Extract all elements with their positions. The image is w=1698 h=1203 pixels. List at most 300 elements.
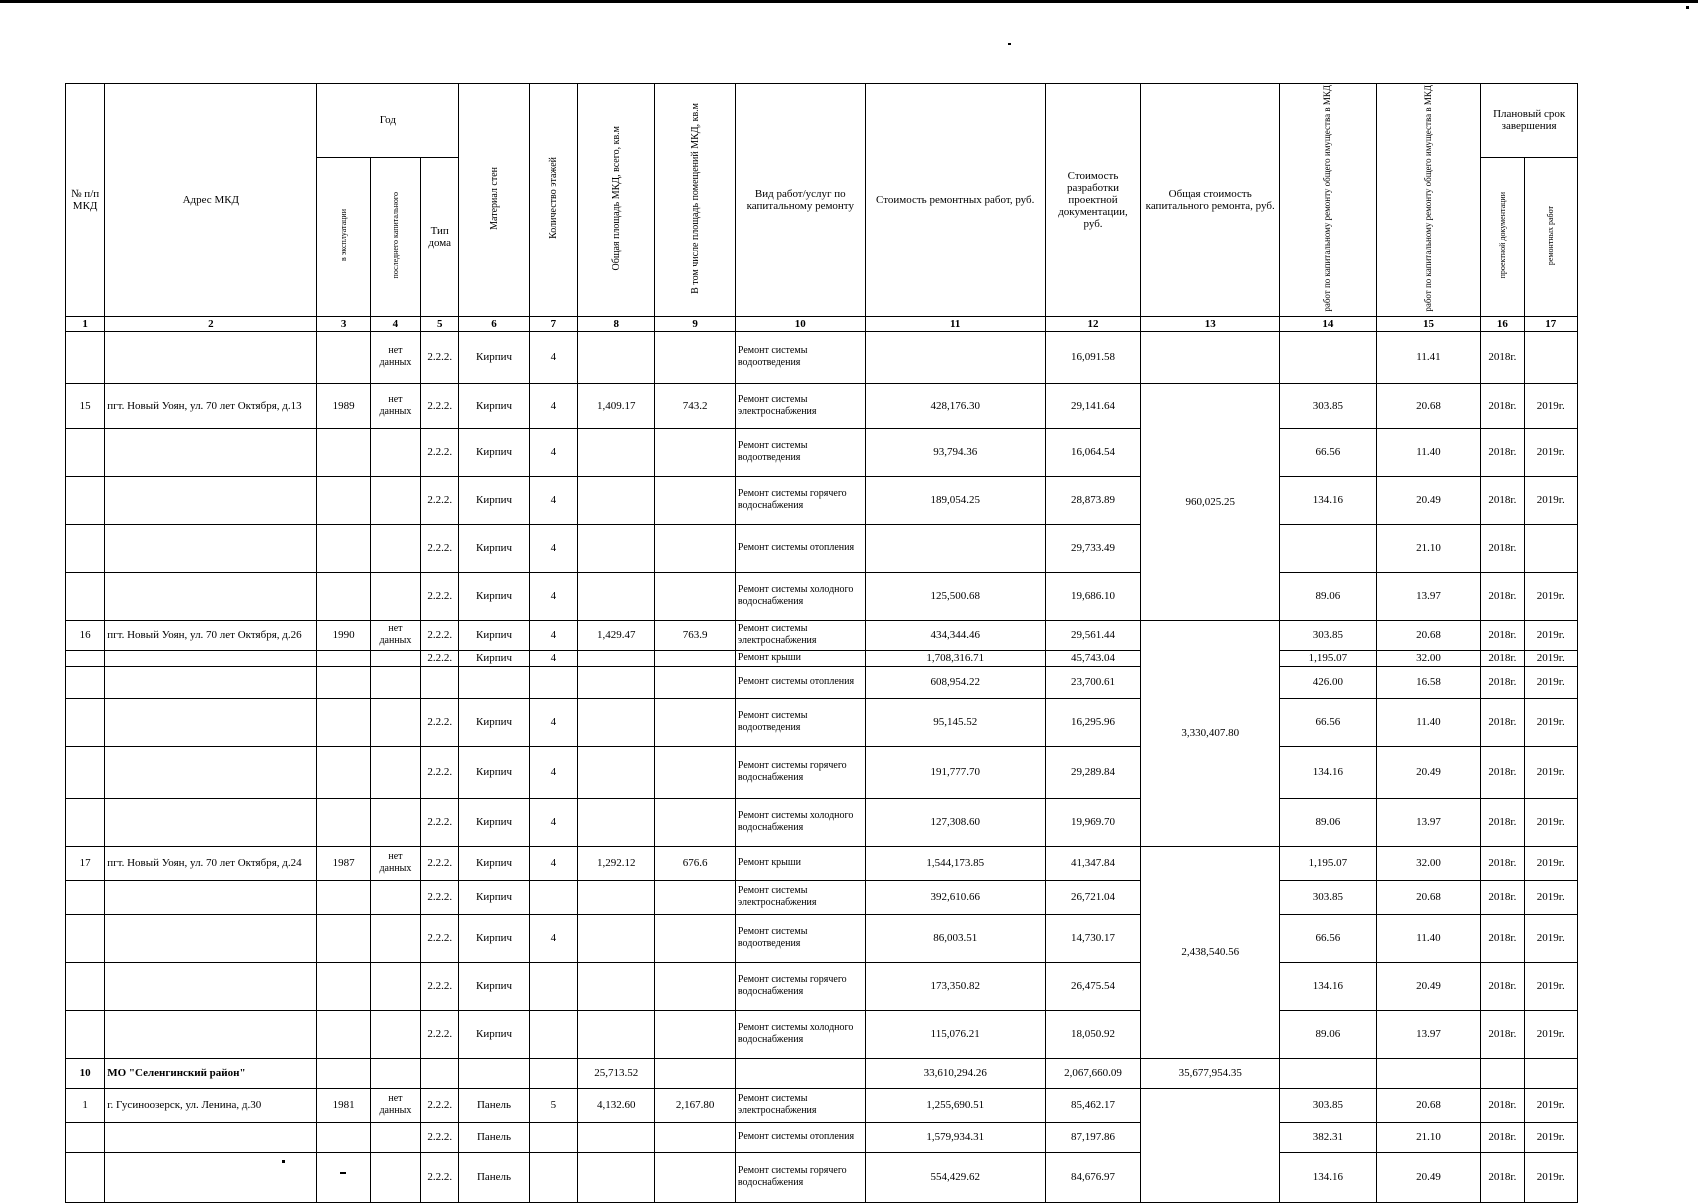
deadline-repair bbox=[1524, 524, 1577, 572]
unit-cost-14: 89.06 bbox=[1280, 1010, 1377, 1058]
total-area bbox=[577, 428, 654, 476]
header-deadline-design bbox=[1481, 157, 1524, 316]
deadline-design: 2018г. bbox=[1481, 880, 1524, 914]
column-number: 8 bbox=[577, 316, 654, 331]
column-number: 14 bbox=[1280, 316, 1377, 331]
unit-cost-14 bbox=[1280, 331, 1377, 383]
total-area bbox=[577, 572, 654, 620]
premises-area bbox=[655, 476, 735, 524]
row-number: 10 bbox=[66, 1058, 105, 1088]
address bbox=[105, 524, 317, 572]
house-type: 2.2.2. bbox=[421, 698, 459, 746]
deadline-repair: 2019г. bbox=[1524, 620, 1577, 650]
header-address: Адрес МКД bbox=[105, 84, 317, 317]
header-year-last-repair-label: последнего капитального bbox=[390, 192, 400, 279]
row-number bbox=[66, 698, 105, 746]
premises-area bbox=[655, 962, 735, 1010]
total-area bbox=[577, 1010, 654, 1058]
address: МО "Селенгинский район" bbox=[105, 1058, 317, 1088]
floors: 4 bbox=[529, 476, 577, 524]
design-cost: 16,295.96 bbox=[1045, 698, 1141, 746]
address bbox=[105, 798, 317, 846]
total-area bbox=[577, 666, 654, 698]
total-area bbox=[577, 962, 654, 1010]
wall-material bbox=[459, 1058, 529, 1088]
total-area bbox=[577, 331, 654, 383]
house-type: 2.2.2. bbox=[421, 914, 459, 962]
deadline-design: 2018г. bbox=[1481, 914, 1524, 962]
table-row bbox=[66, 428, 1578, 476]
year-built bbox=[317, 1058, 370, 1088]
work-type: Ремонт системы холодного водоснабжения bbox=[735, 572, 865, 620]
design-cost: 26,475.54 bbox=[1045, 962, 1141, 1010]
floors: 4 bbox=[529, 914, 577, 962]
repair-cost: 95,145.52 bbox=[865, 698, 1045, 746]
table-row bbox=[66, 524, 1578, 572]
year-built bbox=[317, 1122, 370, 1152]
design-cost: 28,873.89 bbox=[1045, 476, 1141, 524]
row-number bbox=[66, 914, 105, 962]
column-number: 13 bbox=[1141, 316, 1280, 331]
work-type: Ремонт системы водоотведения bbox=[735, 914, 865, 962]
deadline-design: 2018г. bbox=[1481, 383, 1524, 428]
unit-cost-14: 134.16 bbox=[1280, 746, 1377, 798]
deadline-repair: 2019г. bbox=[1524, 476, 1577, 524]
repair-cost: 173,350.82 bbox=[865, 962, 1045, 1010]
table-row bbox=[66, 1010, 1578, 1058]
unit-cost-14: 89.06 bbox=[1280, 798, 1377, 846]
deadline-repair: 2019г. bbox=[1524, 572, 1577, 620]
header-unit14-label: работ по капитальному ремонту общего имущества в МКД bbox=[1322, 85, 1333, 312]
unit-cost-15: 20.49 bbox=[1376, 746, 1481, 798]
repair-cost: 392,610.66 bbox=[865, 880, 1045, 914]
column-number: 6 bbox=[459, 316, 529, 331]
year-built bbox=[317, 880, 370, 914]
house-type: 2.2.2. bbox=[421, 962, 459, 1010]
table-row bbox=[66, 1058, 1578, 1088]
work-type bbox=[735, 1058, 865, 1088]
work-type: Ремонт системы холодного водоснабжения bbox=[735, 798, 865, 846]
deadline-repair: 2019г. bbox=[1524, 1088, 1577, 1122]
deadline-design: 2018г. bbox=[1481, 476, 1524, 524]
year-last-repair: нет данных bbox=[370, 846, 420, 880]
house-type: 2.2.2. bbox=[421, 383, 459, 428]
address: пгт. Новый Уоян, ул. 70 лет Октября, д.24 bbox=[105, 846, 317, 880]
deadline-repair: 2019г. bbox=[1524, 698, 1577, 746]
table-row bbox=[66, 846, 1578, 880]
repair-cost: 1,255,690.51 bbox=[865, 1088, 1045, 1122]
deadline-design: 2018г. bbox=[1481, 1122, 1524, 1152]
design-cost: 84,676.97 bbox=[1045, 1152, 1141, 1202]
unit-cost-15: 20.49 bbox=[1376, 962, 1481, 1010]
year-last-repair bbox=[370, 914, 420, 962]
house-type: 2.2.2. bbox=[421, 650, 459, 666]
year-last-repair bbox=[370, 798, 420, 846]
address bbox=[105, 1152, 317, 1202]
house-type: 2.2.2. bbox=[421, 1088, 459, 1122]
header-premises-area-label: В том числе площадь помещений МКД, кв.м bbox=[689, 102, 701, 294]
unit-cost-14: 134.16 bbox=[1280, 1152, 1377, 1202]
repair-cost: 1,579,934.31 bbox=[865, 1122, 1045, 1152]
unit-cost-15: 13.97 bbox=[1376, 1010, 1481, 1058]
unit-cost-14: 1,195.07 bbox=[1280, 846, 1377, 880]
wall-material: Кирпич bbox=[459, 476, 529, 524]
design-cost: 45,743.04 bbox=[1045, 650, 1141, 666]
design-cost: 19,969.70 bbox=[1045, 798, 1141, 846]
header-year bbox=[317, 84, 459, 158]
deadline-repair: 2019г. bbox=[1524, 428, 1577, 476]
address: пгт. Новый Уоян, ул. 70 лет Октября, д.13 bbox=[105, 383, 317, 428]
work-type: Ремонт системы горячего водоснабжения bbox=[735, 962, 865, 1010]
unit-cost-14: 303.85 bbox=[1280, 383, 1377, 428]
total-area bbox=[577, 798, 654, 846]
column-number-row bbox=[66, 316, 1578, 331]
wall-material: Кирпич bbox=[459, 698, 529, 746]
house-type: 2.2.2. bbox=[421, 428, 459, 476]
house-type: 2.2.2. bbox=[421, 620, 459, 650]
repair-cost bbox=[865, 331, 1045, 383]
column-number: 9 bbox=[655, 316, 735, 331]
premises-area bbox=[655, 1010, 735, 1058]
row-number bbox=[66, 962, 105, 1010]
unit-cost-15: 20.49 bbox=[1376, 1152, 1481, 1202]
unit-cost-15: 20.68 bbox=[1376, 1088, 1481, 1122]
table-row bbox=[66, 620, 1578, 650]
unit-cost-14 bbox=[1280, 1058, 1377, 1088]
header-deadline-repair bbox=[1524, 157, 1577, 316]
total-area bbox=[577, 1152, 654, 1202]
table-row bbox=[66, 572, 1578, 620]
total-cost: 960,025.25 bbox=[1141, 383, 1280, 620]
header-deadline: Плановый срок завершения bbox=[1481, 84, 1578, 158]
row-number bbox=[66, 572, 105, 620]
design-cost: 41,347.84 bbox=[1045, 846, 1141, 880]
deadline-repair: 2019г. bbox=[1524, 880, 1577, 914]
design-cost: 87,197.86 bbox=[1045, 1122, 1141, 1152]
year-last-repair bbox=[370, 962, 420, 1010]
total-area bbox=[577, 746, 654, 798]
unit-cost-14: 134.16 bbox=[1280, 476, 1377, 524]
row-number bbox=[66, 1152, 105, 1202]
year-built bbox=[317, 331, 370, 383]
column-number: 5 bbox=[421, 316, 459, 331]
column-number: 7 bbox=[529, 316, 577, 331]
unit-cost-15: 21.10 bbox=[1376, 1122, 1481, 1152]
floors: 4 bbox=[529, 698, 577, 746]
unit-cost-15: 11.40 bbox=[1376, 914, 1481, 962]
work-type: Ремонт крыши bbox=[735, 650, 865, 666]
floors bbox=[529, 1122, 577, 1152]
address bbox=[105, 572, 317, 620]
unit-cost-14: 382.31 bbox=[1280, 1122, 1377, 1152]
floors: 4 bbox=[529, 331, 577, 383]
premises-area bbox=[655, 524, 735, 572]
wall-material: Кирпич bbox=[459, 331, 529, 383]
table-row bbox=[66, 331, 1578, 383]
house-type: 2.2.2. bbox=[421, 524, 459, 572]
year-last-repair bbox=[370, 880, 420, 914]
premises-area bbox=[655, 331, 735, 383]
deadline-design: 2018г. bbox=[1481, 524, 1524, 572]
work-type: Ремонт системы отопления bbox=[735, 524, 865, 572]
header-premises-area bbox=[655, 84, 735, 317]
design-cost: 85,462.17 bbox=[1045, 1088, 1141, 1122]
floors: 5 bbox=[529, 1088, 577, 1122]
wall-material: Кирпич bbox=[459, 620, 529, 650]
row-number: 1 bbox=[66, 1088, 105, 1122]
column-number: 16 bbox=[1481, 316, 1524, 331]
row-number bbox=[66, 880, 105, 914]
year-last-repair bbox=[370, 1010, 420, 1058]
unit-cost-15: 21.10 bbox=[1376, 524, 1481, 572]
wall-material: Кирпич bbox=[459, 798, 529, 846]
design-cost: 19,686.10 bbox=[1045, 572, 1141, 620]
total-area bbox=[577, 650, 654, 666]
row-number bbox=[66, 746, 105, 798]
year-built bbox=[317, 650, 370, 666]
premises-area bbox=[655, 746, 735, 798]
total-area bbox=[577, 1122, 654, 1152]
row-number bbox=[66, 1122, 105, 1152]
premises-area bbox=[655, 1152, 735, 1202]
header-unit15 bbox=[1376, 84, 1481, 317]
work-type: Ремонт системы электроснабжения bbox=[735, 1088, 865, 1122]
year-last-repair: нет данных bbox=[370, 1088, 420, 1122]
header-material-label: Материал стен bbox=[488, 166, 500, 230]
deadline-repair: 2019г. bbox=[1524, 1010, 1577, 1058]
unit-cost-14: 66.56 bbox=[1280, 914, 1377, 962]
wall-material: Кирпич bbox=[459, 650, 529, 666]
row-number bbox=[66, 331, 105, 383]
floors: 4 bbox=[529, 428, 577, 476]
wall-material: Кирпич bbox=[459, 846, 529, 880]
address bbox=[105, 746, 317, 798]
table-row bbox=[66, 383, 1578, 428]
premises-area bbox=[655, 428, 735, 476]
year-built: 1987 bbox=[317, 846, 370, 880]
deadline-repair: 2019г. bbox=[1524, 914, 1577, 962]
design-cost: 2,067,660.09 bbox=[1045, 1058, 1141, 1088]
unit-cost-15: 32.00 bbox=[1376, 650, 1481, 666]
work-type: Ремонт системы электроснабжения bbox=[735, 620, 865, 650]
work-type: Ремонт системы водоотведения bbox=[735, 331, 865, 383]
year-built bbox=[317, 798, 370, 846]
house-type: 2.2.2. bbox=[421, 331, 459, 383]
table-row bbox=[66, 798, 1578, 846]
header-total-area-label: Общая площадь МКД, всего, кв.м bbox=[610, 126, 622, 271]
year-built bbox=[317, 914, 370, 962]
deadline-design: 2018г. bbox=[1481, 666, 1524, 698]
floors: 4 bbox=[529, 846, 577, 880]
address bbox=[105, 914, 317, 962]
row-number bbox=[66, 1010, 105, 1058]
floors: 4 bbox=[529, 383, 577, 428]
premises-area bbox=[655, 650, 735, 666]
header-material bbox=[459, 84, 529, 317]
house-type: 2.2.2. bbox=[421, 846, 459, 880]
floors bbox=[529, 1058, 577, 1088]
repair-cost: 33,610,294.26 bbox=[865, 1058, 1045, 1088]
unit-cost-14: 66.56 bbox=[1280, 428, 1377, 476]
premises-area bbox=[655, 698, 735, 746]
scan-speck bbox=[1008, 43, 1011, 45]
premises-area bbox=[655, 798, 735, 846]
header-year-exploitation-label: в эксплуатации bbox=[339, 209, 349, 262]
floors bbox=[529, 666, 577, 698]
unit-cost-14: 89.06 bbox=[1280, 572, 1377, 620]
wall-material: Кирпич bbox=[459, 572, 529, 620]
repair-cost: 127,308.60 bbox=[865, 798, 1045, 846]
work-type: Ремонт системы водоотведения bbox=[735, 698, 865, 746]
house-type: 2.2.2. bbox=[421, 572, 459, 620]
header-floors-label: Количество этажей bbox=[547, 157, 559, 240]
repair-cost: 434,344.46 bbox=[865, 620, 1045, 650]
work-type: Ремонт системы горячего водоснабжения bbox=[735, 476, 865, 524]
table-row bbox=[66, 746, 1578, 798]
work-type: Ремонт системы отопления bbox=[735, 1122, 865, 1152]
deadline-repair: 2019г. bbox=[1524, 798, 1577, 846]
row-number: 15 bbox=[66, 383, 105, 428]
header-repair-cost: Стоимость ремонтных работ, руб. bbox=[865, 84, 1045, 317]
column-number: 12 bbox=[1045, 316, 1141, 331]
header-unit15-label: работ по капитальному ремонту общего имущества в МКД bbox=[1422, 85, 1433, 312]
address bbox=[105, 698, 317, 746]
design-cost: 29,733.49 bbox=[1045, 524, 1141, 572]
wall-material bbox=[459, 666, 529, 698]
header-design-cost: Стоимость разработки проектной документации, руб. bbox=[1045, 84, 1141, 317]
premises-area bbox=[655, 914, 735, 962]
header-type: Тип дома bbox=[421, 157, 459, 316]
work-type: Ремонт системы водоотведения bbox=[735, 428, 865, 476]
row-number bbox=[66, 524, 105, 572]
header-deadline-repair-label: ремонтных работ bbox=[1546, 205, 1556, 265]
floors bbox=[529, 1152, 577, 1202]
deadline-design: 2018г. bbox=[1481, 846, 1524, 880]
header-num: № п/п МКД bbox=[66, 84, 105, 317]
row-number bbox=[66, 666, 105, 698]
work-type: Ремонт системы горячего водоснабжения bbox=[735, 746, 865, 798]
repair-cost bbox=[865, 524, 1045, 572]
year-last-repair bbox=[370, 650, 420, 666]
year-built: 1989 bbox=[317, 383, 370, 428]
floors bbox=[529, 880, 577, 914]
table-row bbox=[66, 666, 1578, 698]
deadline-repair: 2019г. bbox=[1524, 1122, 1577, 1152]
wall-material: Кирпич bbox=[459, 880, 529, 914]
table-row bbox=[66, 1088, 1578, 1122]
wall-material: Кирпич bbox=[459, 524, 529, 572]
table-row bbox=[66, 1122, 1578, 1152]
wall-material: Кирпич bbox=[459, 428, 529, 476]
header-unit14 bbox=[1280, 84, 1377, 317]
year-built bbox=[317, 666, 370, 698]
floors: 4 bbox=[529, 620, 577, 650]
table-row bbox=[66, 962, 1578, 1010]
address bbox=[105, 1010, 317, 1058]
total-area bbox=[577, 698, 654, 746]
design-cost: 16,064.54 bbox=[1045, 428, 1141, 476]
unit-cost-14: 66.56 bbox=[1280, 698, 1377, 746]
total-cost bbox=[1141, 331, 1280, 383]
year-built bbox=[317, 962, 370, 1010]
work-type: Ремонт системы холодного водоснабжения bbox=[735, 1010, 865, 1058]
deadline-design: 2018г. bbox=[1481, 572, 1524, 620]
work-type: Ремонт системы горячего водоснабжения bbox=[735, 1152, 865, 1202]
capital-repair-table bbox=[65, 83, 1578, 1203]
year-built bbox=[317, 428, 370, 476]
year-built bbox=[317, 1152, 370, 1202]
deadline-design: 2018г. bbox=[1481, 962, 1524, 1010]
year-last-repair bbox=[370, 1152, 420, 1202]
wall-material: Кирпич bbox=[459, 746, 529, 798]
year-built bbox=[317, 572, 370, 620]
unit-cost-14: 303.85 bbox=[1280, 1088, 1377, 1122]
unit-cost-15: 11.41 bbox=[1376, 331, 1481, 383]
repair-cost: 115,076.21 bbox=[865, 1010, 1045, 1058]
address bbox=[105, 880, 317, 914]
column-number: 3 bbox=[317, 316, 370, 331]
deadline-repair bbox=[1524, 331, 1577, 383]
unit-cost-14: 303.85 bbox=[1280, 620, 1377, 650]
repair-cost: 428,176.30 bbox=[865, 383, 1045, 428]
table-row bbox=[66, 650, 1578, 666]
header-work-type: Вид работ/услуг по капитальному ремонту bbox=[735, 84, 865, 317]
header-year-label: Год bbox=[379, 114, 396, 127]
floors: 4 bbox=[529, 572, 577, 620]
year-built: 1990 bbox=[317, 620, 370, 650]
deadline-design: 2018г. bbox=[1481, 331, 1524, 383]
table-body bbox=[66, 331, 1578, 1202]
table-row bbox=[66, 476, 1578, 524]
deadline-repair: 2019г. bbox=[1524, 666, 1577, 698]
unit-cost-14: 426.00 bbox=[1280, 666, 1377, 698]
deadline-design: 2018г. bbox=[1481, 620, 1524, 650]
unit-cost-15: 16.58 bbox=[1376, 666, 1481, 698]
total-area bbox=[577, 880, 654, 914]
total-area: 25,713.52 bbox=[577, 1058, 654, 1088]
floors: 4 bbox=[529, 650, 577, 666]
total-area: 1,292.12 bbox=[577, 846, 654, 880]
wall-material: Панель bbox=[459, 1122, 529, 1152]
repair-cost: 554,429.62 bbox=[865, 1152, 1045, 1202]
house-type: 2.2.2. bbox=[421, 880, 459, 914]
year-last-repair: нет данных bbox=[370, 331, 420, 383]
unit-cost-15: 11.40 bbox=[1376, 428, 1481, 476]
repair-cost: 608,954.22 bbox=[865, 666, 1045, 698]
total-area: 1,429.47 bbox=[577, 620, 654, 650]
row-number bbox=[66, 428, 105, 476]
row-number: 16 bbox=[66, 620, 105, 650]
deadline-design: 2018г. bbox=[1481, 798, 1524, 846]
address: пгт. Новый Уоян, ул. 70 лет Октября, д.26 bbox=[105, 620, 317, 650]
total-cost: 3,330,407.80 bbox=[1141, 620, 1280, 846]
repair-cost: 191,777.70 bbox=[865, 746, 1045, 798]
column-number: 11 bbox=[865, 316, 1045, 331]
wall-material: Кирпич bbox=[459, 914, 529, 962]
deadline-repair: 2019г. bbox=[1524, 746, 1577, 798]
unit-cost-14 bbox=[1280, 524, 1377, 572]
column-number: 1 bbox=[66, 316, 105, 331]
unit-cost-14: 134.16 bbox=[1280, 962, 1377, 1010]
scan-speck bbox=[1686, 6, 1689, 9]
row-number bbox=[66, 650, 105, 666]
floors bbox=[529, 1010, 577, 1058]
unit-cost-15: 11.40 bbox=[1376, 698, 1481, 746]
year-last-repair bbox=[370, 428, 420, 476]
deadline-repair bbox=[1524, 1058, 1577, 1088]
unit-cost-15: 20.68 bbox=[1376, 620, 1481, 650]
work-type: Ремонт системы электроснабжения bbox=[735, 383, 865, 428]
